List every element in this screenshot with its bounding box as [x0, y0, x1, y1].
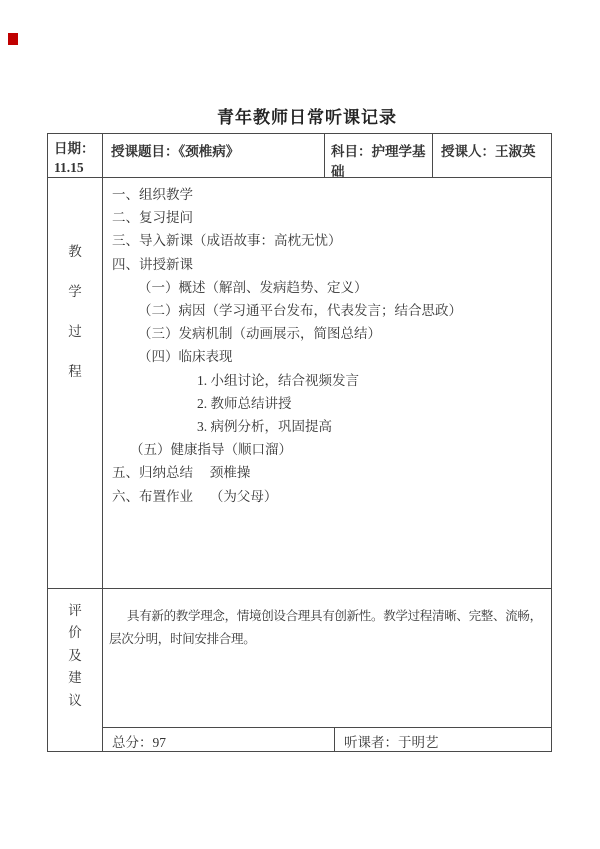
- process-list: [103, 183, 551, 508]
- topic-label: 授课题目：: [111, 144, 179, 159]
- teacher-label: 授课人：: [441, 144, 495, 159]
- listener-value: 于明艺: [398, 735, 439, 750]
- vertical-label-char: 教: [68, 244, 82, 259]
- process-line: 四、讲授新课: [112, 256, 193, 272]
- subject-value: 护理学基础: [331, 144, 426, 179]
- teacher-cell: [433, 134, 551, 178]
- subject-label: 科目：: [331, 144, 372, 159]
- vertical-label-char: 及: [68, 647, 82, 663]
- topic-cell: [103, 134, 325, 178]
- evaluation-comment-cell: [103, 589, 551, 728]
- teacher-value: 王淑英: [495, 144, 536, 159]
- record-table: [47, 133, 552, 752]
- vertical-label-char: 建: [68, 670, 82, 686]
- topic-value: 《颈椎病》: [178, 144, 240, 159]
- process-line: （五）健康指导（顺口溜）: [130, 442, 292, 458]
- vertical-label-char: 程: [68, 364, 82, 379]
- page-title: 青年教师日常听课记录: [217, 108, 397, 127]
- process-line: 3. 病例分析，巩固提高: [197, 419, 332, 435]
- score-value: 97: [152, 735, 166, 750]
- process-line: 三、导入新课（成语故事：高枕无忧）: [112, 233, 342, 249]
- date-value: 11.15: [54, 160, 84, 175]
- vertical-label-char: 学: [68, 284, 82, 299]
- process-line: 二、复习提问: [112, 210, 193, 226]
- vertical-label-char: 评: [68, 603, 82, 618]
- evaluation-comment: 具有新的教学理念，情境创设合理具有创新性。教学过程清晰、完整、流畅，层次分明，时间安排合理。: [109, 609, 542, 646]
- vertical-label-char: 价: [68, 625, 82, 641]
- process-line: 1. 小组讨论，结合视频发言: [197, 372, 359, 388]
- process-line: （三）发病机制（动画展示，简图总结）: [138, 326, 381, 342]
- date-cell: [48, 134, 103, 178]
- process-line: 一、组织教学: [112, 187, 193, 202]
- score-cell: [103, 728, 335, 751]
- process-line: （四）临床表现: [138, 349, 233, 365]
- date-label: 日期：: [54, 141, 95, 156]
- process-line: （一）概述（解剖、发病趋势、定义）: [138, 279, 368, 295]
- page-corner-marker: [8, 33, 18, 45]
- vertical-label-char: 过: [68, 324, 82, 339]
- process-line: 五、归纳总结 颈椎操: [112, 465, 251, 481]
- process-label-cell: [48, 178, 103, 589]
- process-line: （二）病因（学习通平台发布，代表发言；结合思政）: [138, 303, 462, 319]
- listener-label: 听课者：: [344, 735, 398, 750]
- score-label: 总分：: [112, 735, 153, 750]
- process-line: 2. 教师总结讲授: [197, 395, 292, 411]
- evaluation-label-cell: [48, 589, 103, 751]
- listener-cell: [335, 728, 551, 751]
- vertical-label-char: 议: [68, 692, 82, 708]
- process-line: 六、布置作业 （为父母）: [112, 488, 278, 504]
- process-content-cell: [103, 178, 551, 589]
- subject-cell: [325, 134, 433, 178]
